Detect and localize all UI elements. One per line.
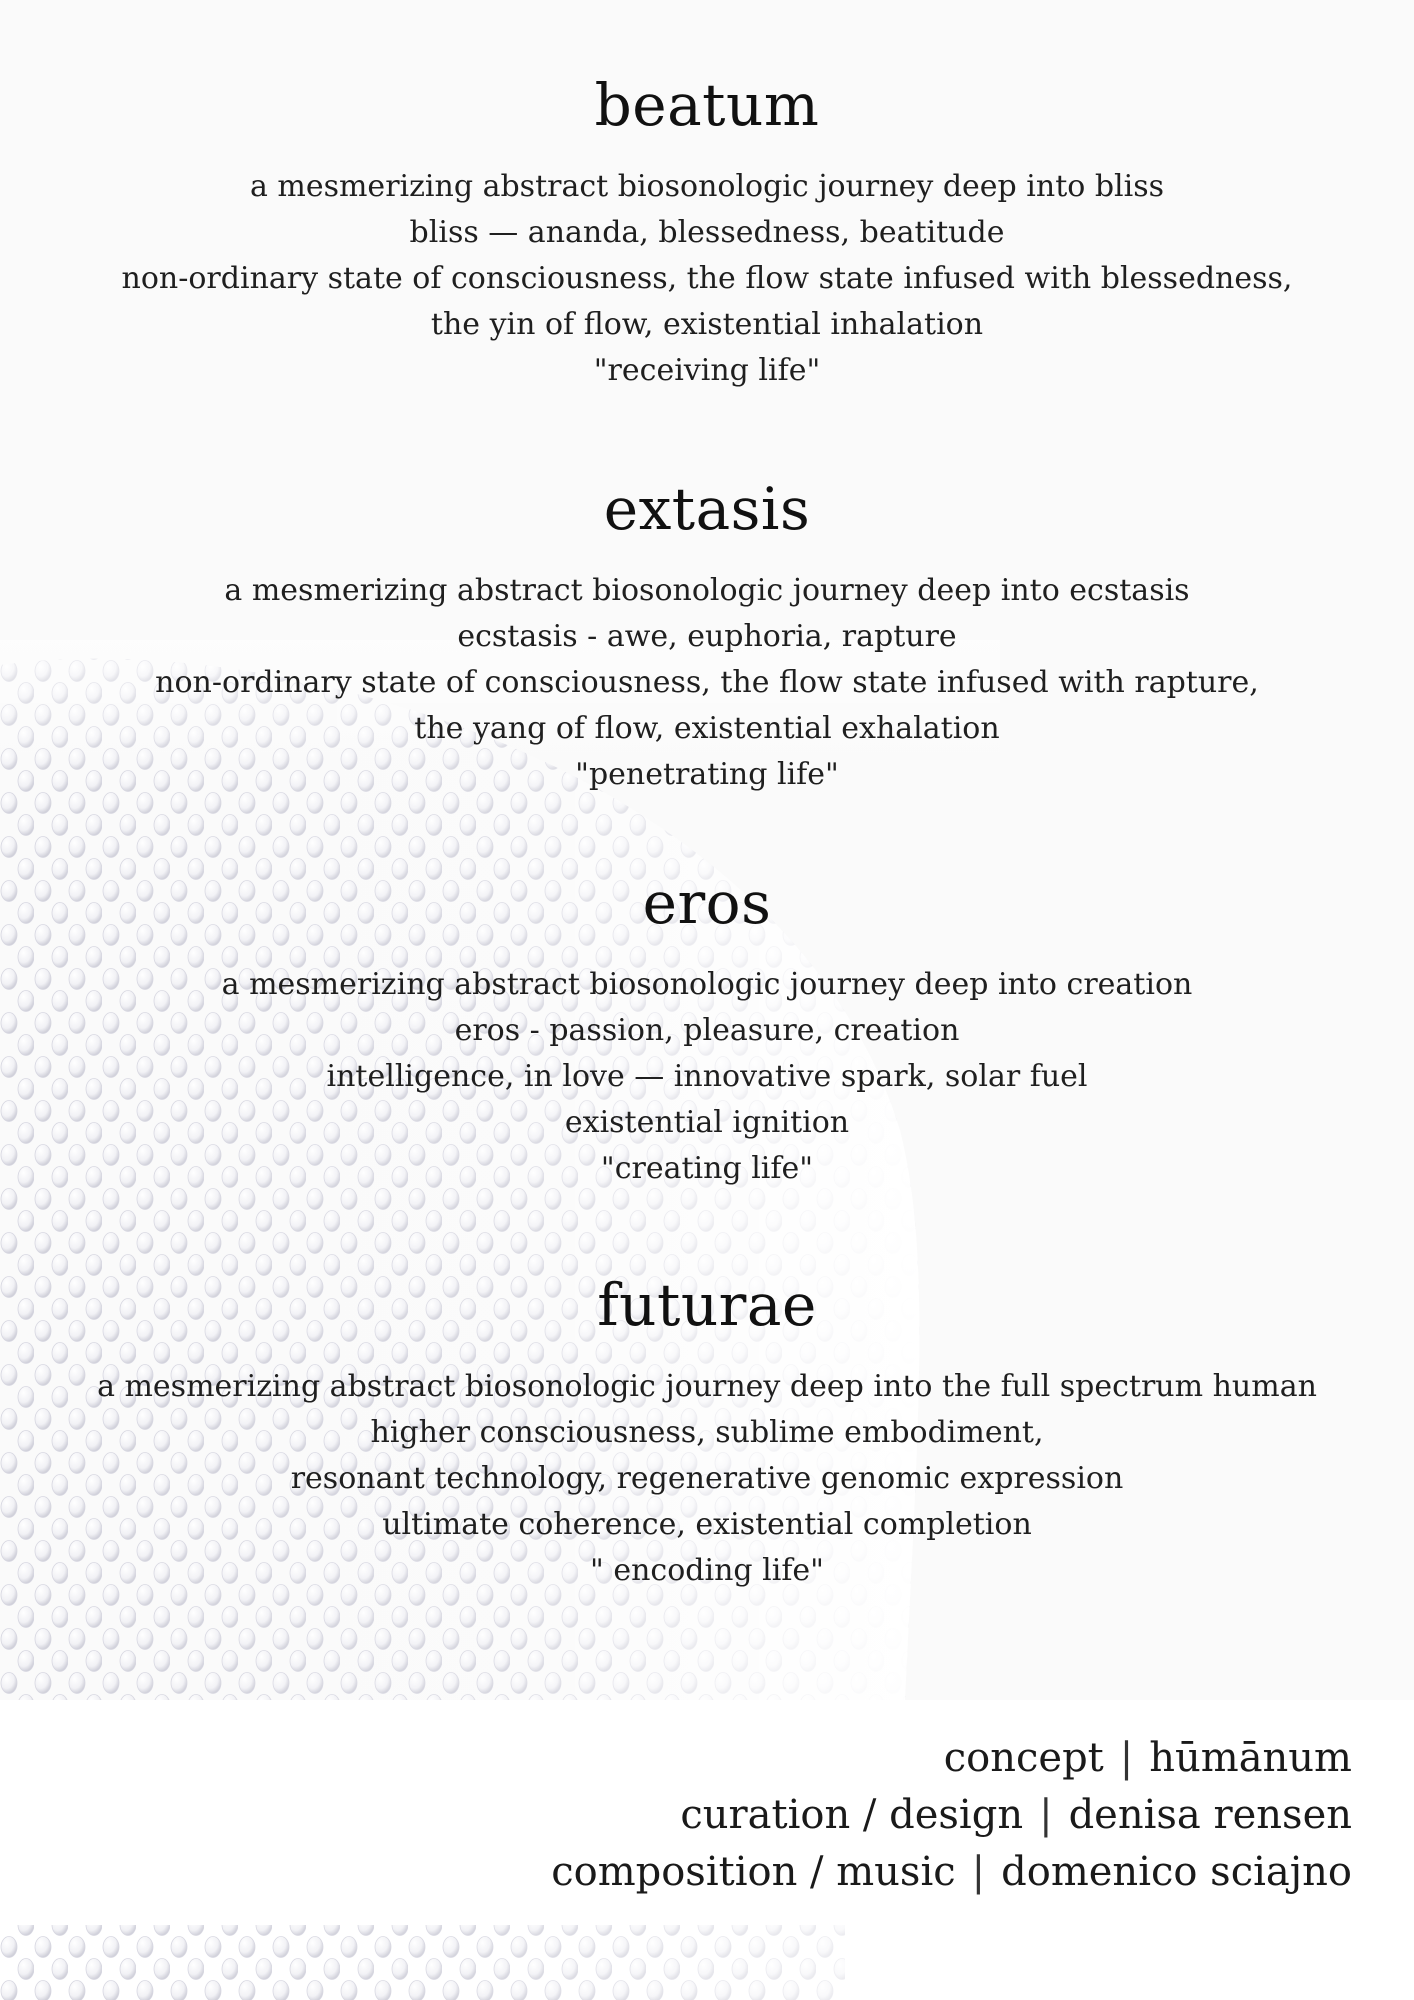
quote-line: "receiving life" (593, 353, 821, 388)
section-extasis (0, 475, 1414, 798)
credit-role: curation / design (680, 1792, 1024, 1838)
section-title: beatum (594, 71, 820, 139)
credit-name: domenico sciajno (1001, 1849, 1352, 1895)
credit-composition-music (551, 1844, 1352, 1901)
description-line: the yang of flow, existential exhalation (414, 711, 1000, 746)
credit-role: composition / music (551, 1849, 956, 1895)
section-title: futurae (597, 1271, 817, 1339)
description-line: a mesmerizing abstract biosonologic journey deep into the full spectrum human (97, 1369, 1317, 1404)
description-line: a mesmerizing abstract biosonologic journey deep into bliss (249, 169, 1165, 204)
section-futurae (0, 1271, 1414, 1594)
section-description (0, 962, 1414, 1192)
credit-separator: | (1119, 1735, 1134, 1781)
description-line: ultimate coherence, existential completion (382, 1507, 1032, 1542)
credit-curation-design (551, 1787, 1352, 1844)
section-description (0, 164, 1414, 394)
description-line: a mesmerizing abstract biosonologic journey deep into creation (221, 967, 1193, 1002)
description-line: existential ignition (564, 1105, 850, 1140)
credit-role: concept (943, 1735, 1104, 1781)
description-line: non-ordinary state of consciousness, the flow state infused with blessedness, (121, 261, 1293, 296)
description-line: intelligence, in love — innovative spark, solar fuel (326, 1059, 1088, 1094)
credits-block (551, 1730, 1352, 1901)
description-line: non-ordinary state of consciousness, the flow state infused with rapture, (155, 665, 1259, 700)
credit-separator: | (971, 1849, 986, 1895)
description-line: ecstasis - awe, euphoria, rapture (457, 619, 957, 654)
section-eros (0, 869, 1414, 1192)
section-title: extasis (603, 475, 811, 543)
quote-line: " encoding life" (590, 1553, 824, 1588)
credit-concept (551, 1730, 1352, 1787)
description-line: bliss — ananda, blessedness, beatitude (409, 215, 1005, 250)
description-line: the yin of flow, existential inhalation (430, 307, 984, 342)
credit-name: hūmānum (1149, 1735, 1352, 1781)
credit-separator: | (1039, 1792, 1053, 1838)
section-description (0, 1364, 1414, 1594)
quote-line: "creating life" (600, 1151, 814, 1186)
description-line: a mesmerizing abstract biosonologic journey deep into ecstasis (224, 573, 1190, 608)
credit-name: denisa rensen (1068, 1792, 1352, 1838)
description-line: higher consciousness, sublime embodiment, (370, 1415, 1044, 1450)
description-line: resonant technology, regenerative genomic expression (290, 1461, 1124, 1496)
section-title: eros (642, 869, 772, 937)
quote-line: "penetrating life" (575, 757, 839, 792)
section-beatum (0, 71, 1414, 394)
description-line: eros - passion, pleasure, creation (454, 1013, 960, 1048)
section-description (0, 568, 1414, 798)
